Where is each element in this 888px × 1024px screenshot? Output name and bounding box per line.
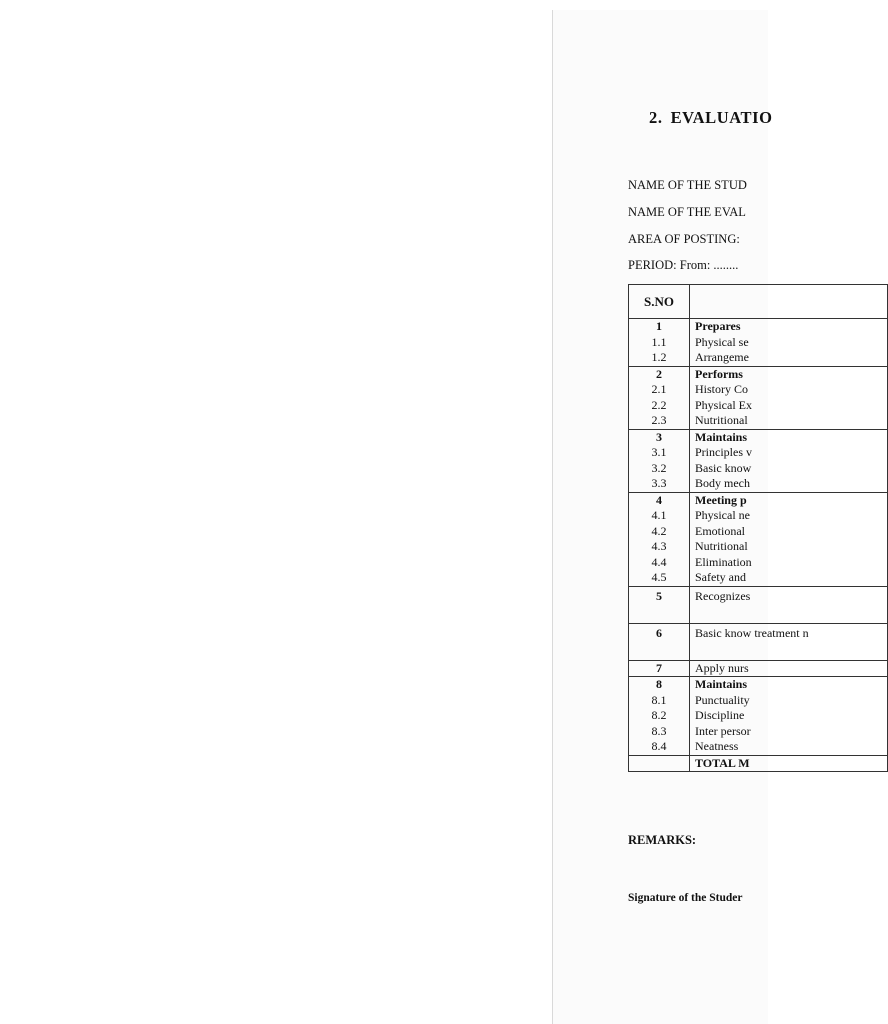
row-description: Nutritional [690, 539, 888, 555]
row-number: 3 [629, 429, 690, 445]
table-body [629, 319, 888, 772]
row-description: Apply nurs [690, 660, 888, 677]
document-page [553, 10, 809, 1024]
table-row [629, 677, 888, 693]
table-row [629, 524, 888, 540]
row-number: 2 [629, 366, 690, 382]
row-number: 4.2 [629, 524, 690, 540]
row-number: 4.4 [629, 555, 690, 571]
row-description: Arrangeme [690, 350, 888, 366]
row-number: 7 [629, 660, 690, 677]
row-number: 2.2 [629, 398, 690, 414]
row-description: Physical ne [690, 508, 888, 524]
row-description: Discipline [690, 708, 888, 724]
row-description: Safety and [690, 570, 888, 586]
table-header-row [629, 285, 888, 319]
header-sno: S.NO [629, 285, 690, 319]
table-row [629, 398, 888, 414]
row-description: Performs [690, 366, 888, 382]
row-description: Basic know [690, 461, 888, 477]
table-row [629, 755, 888, 772]
row-number: 8.1 [629, 693, 690, 709]
table-row [629, 382, 888, 398]
row-number: 8.3 [629, 724, 690, 740]
table-row [629, 476, 888, 492]
row-number: 8.2 [629, 708, 690, 724]
table-row [629, 708, 888, 724]
area-of-posting-field: AREA OF POSTING: [628, 232, 740, 246]
row-number: 3.3 [629, 476, 690, 492]
row-number: 1 [629, 319, 690, 335]
row-description: Inter persor [690, 724, 888, 740]
row-number: 1.2 [629, 350, 690, 366]
table-row [629, 319, 888, 335]
table-row [629, 366, 888, 382]
row-description: Meeting p [690, 492, 888, 508]
row-description: Maintains [690, 677, 888, 693]
table-row [629, 623, 888, 660]
table-row [629, 492, 888, 508]
row-number: 2.1 [629, 382, 690, 398]
table-row [629, 461, 888, 477]
row-description: Emotional [690, 524, 888, 540]
table-row [629, 429, 888, 445]
table-row [629, 693, 888, 709]
row-description: Physical se [690, 335, 888, 351]
table-row [629, 413, 888, 429]
signature-label: Signature of the Studer [628, 892, 743, 904]
row-description: Neatness [690, 739, 888, 755]
heading-number: 2. [649, 108, 663, 127]
row-number: 4.1 [629, 508, 690, 524]
table-row [629, 350, 888, 366]
row-number: 8 [629, 677, 690, 693]
table-row [629, 660, 888, 677]
table-row [629, 508, 888, 524]
header-description [690, 285, 888, 319]
period-field: PERIOD: From: ........ [628, 258, 739, 272]
table-row [629, 570, 888, 586]
evaluator-name-field: NAME OF THE EVAL [628, 205, 746, 219]
evaluation-table [628, 284, 888, 772]
row-description: Principles v [690, 445, 888, 461]
row-description: Maintains [690, 429, 888, 445]
table-row [629, 335, 888, 351]
heading-text: EVALUATIO [670, 108, 773, 127]
table-row [629, 739, 888, 755]
remarks-label: REMARKS: [628, 833, 697, 847]
table-row [629, 539, 888, 555]
row-number: 1.1 [629, 335, 690, 351]
row-description: Nutritional [690, 413, 888, 429]
student-name-field: NAME OF THE STUD [628, 178, 747, 192]
row-description: Body mech [690, 476, 888, 492]
row-description: Physical Ex [690, 398, 888, 414]
row-description: Basic know treatment n [690, 623, 888, 660]
row-number [629, 755, 690, 772]
table-row [629, 586, 888, 623]
row-number: 6 [629, 623, 690, 660]
row-description: History Co [690, 382, 888, 398]
row-description: Punctuality [690, 693, 888, 709]
row-number: 4.3 [629, 539, 690, 555]
row-number: 2.3 [629, 413, 690, 429]
row-description: Elimination [690, 555, 888, 571]
row-number: 8.4 [629, 739, 690, 755]
row-description: TOTAL M [690, 755, 888, 772]
row-description: Recognizes [690, 586, 888, 623]
table-row [629, 555, 888, 571]
section-heading [649, 108, 773, 128]
table-row [629, 724, 888, 740]
row-number: 4 [629, 492, 690, 508]
row-description: Prepares [690, 319, 888, 335]
row-number: 4.5 [629, 570, 690, 586]
row-number: 3.1 [629, 445, 690, 461]
row-number: 3.2 [629, 461, 690, 477]
row-number: 5 [629, 586, 690, 623]
table-row [629, 445, 888, 461]
